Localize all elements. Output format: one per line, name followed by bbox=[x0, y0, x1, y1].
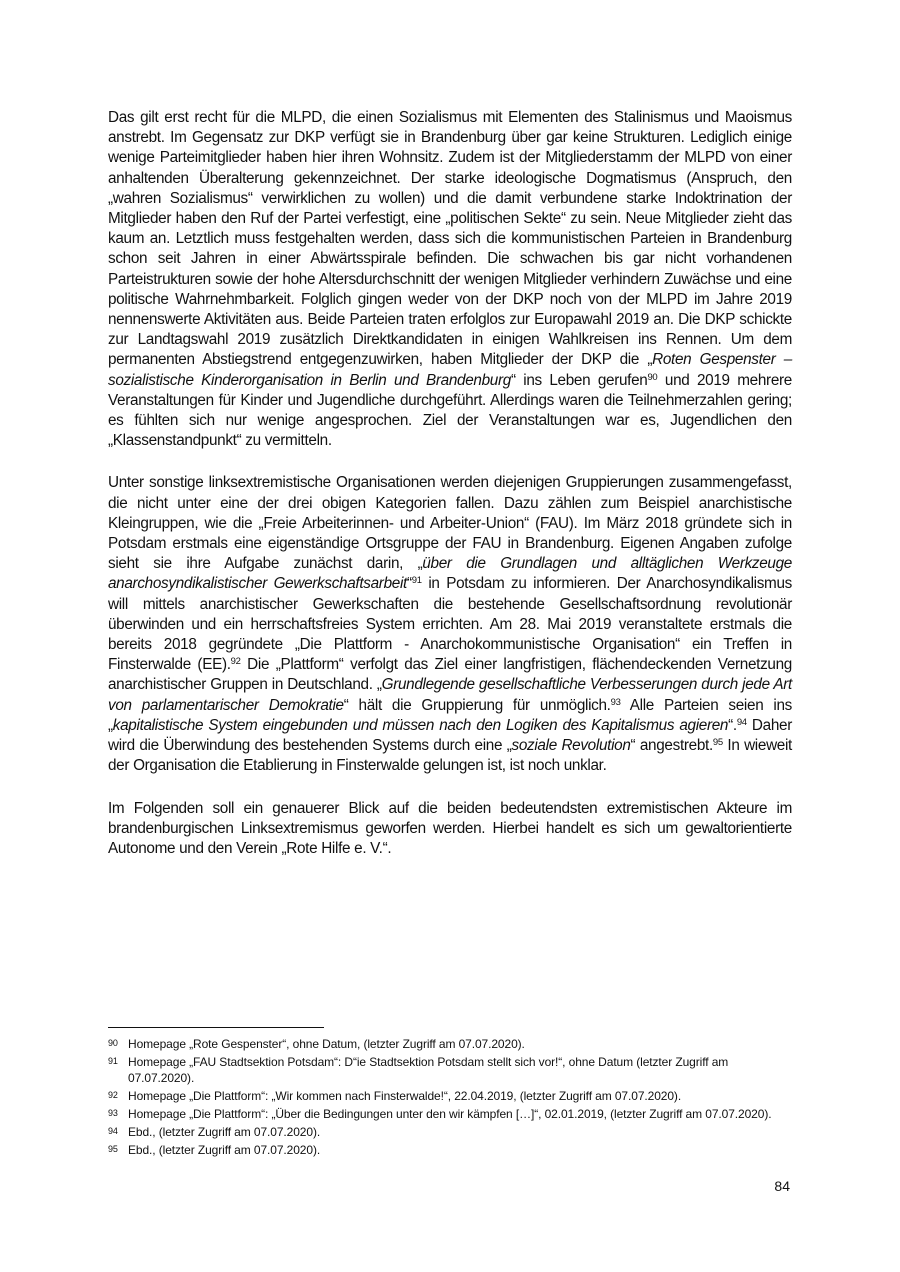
footnotes bbox=[108, 1036, 792, 1160]
footnote bbox=[108, 1054, 792, 1086]
text-run: Unter sonstige linksextremistische Organisationen werden diejenigen Gruppierungen zusammengefasst, die nicht unter eine der drei obigen Kategorien fallen. Dazu zählen zum Beispiel anarchistische Kleingruppen, wie die „Freie Arbeiterinnen- und Arbeiter-Union“ (FAU). Im März 2018 gründete sich in Potsdam erstmals eine eigenständige Ortsgruppe der FAU in Brandenburg. Eigenen Angaben zufolge sieht sie ihre Aufgabe zunächst darin, „ bbox=[108, 474, 792, 573]
footnote bbox=[108, 1124, 792, 1140]
body-text bbox=[108, 108, 792, 881]
text-run: Daher wird die Überwindung des bestehenden Systems durch eine „ bbox=[108, 716, 792, 755]
footnote-text: Homepage „Die Plattform“: „Wir kommen nach Finsterwalde!“, 22.04.2019, (letzter Zugriff am 07.07.2020). bbox=[128, 1089, 682, 1103]
footnote bbox=[108, 1088, 792, 1104]
footnote-text: Ebd., (letzter Zugriff am 07.07.2020). bbox=[128, 1125, 321, 1139]
footnote-text: Homepage „FAU Stadtsektion Potsdam“: D“ie Stadtsektion Potsdam stellt sich vor!“, ohne Datum (letzter Zugriff am 07.07.2020). bbox=[128, 1055, 729, 1085]
footnote-ref: 95 bbox=[712, 737, 723, 749]
text-run: Die „Plattform“ verfolgt das Ziel einer langfristigen, flächendeckenden Vernetzung anarchistischer Gruppen in Deutschland. „ bbox=[108, 656, 792, 694]
text-run: “ bbox=[406, 575, 412, 593]
footnote-number: 90 bbox=[108, 1038, 118, 1048]
page-number: 84 bbox=[774, 1178, 790, 1194]
footnote-number: 91 bbox=[108, 1056, 118, 1066]
text-run: Das gilt erst recht für die MLPD, die einen Sozialismus mit Elementen des Stalinismus und Maoismus anstrebt. Im Gegensatz zur DKP verfügt sie in Brandenburg über gar keine Strukturen. Lediglich einige wenige Parteimitglieder haben hier ihren Wohnsitz. Zudem ist der Mitgliederstamm der MLPD von einer anhaltenden Überalterung gekennzeichnet. Der starke ideologische Dogmatismus (Anspruch, den „wahren Sozialismus“ verwirklichen zu wollen) und die damit verbundene starke Indoktrination der Mitglieder haben den Ruf der Partei verfestigt, eine „politischen Sekte“ zu sein. Neue Mitglieder zieht das kaum an. Letztlich muss festgehalten werden, dass sich die kommunistischen Parteien in Brandenburg schon seit Jahren in einer Abwärtsspirale befinden. Die schwachen bis gar nicht vorhandenen Parteistrukturen sowie der hohe Altersdurchschnitt der wenigen Mitglieder verhindern Zuwächse und eine politische Wahrnehmbarkeit. Folglich gingen weder von der DKP noch von der MLPD im Jahre 2019 nennenswerte Aktivitäten aus. Beide Parteien traten erfolglos zur Europawahl 2019 an. Die DKP schickte zur Landtagswahl 2019 zusätzlich Direktkandidaten in einigen Wahlkreisen ins Rennen. Um dem permanenten Abstiegstrend entgegenzuwirken, haben Mitglieder der DKP die „ bbox=[108, 109, 792, 369]
footnote-text: Homepage „Rote Gespenster“, ohne Datum, (letzter Zugriff am 07.07.2020). bbox=[128, 1037, 525, 1051]
footnote-ref: 91 bbox=[411, 575, 422, 587]
italic-quote: Roten Gespenster – sozialistische Kinderorganisation in Berlin und Brandenburg bbox=[108, 351, 792, 389]
text-run: Alle Parteien seien ins „ bbox=[108, 696, 792, 734]
paragraph bbox=[108, 108, 792, 451]
text-run: “ ins Leben gerufen bbox=[510, 371, 648, 389]
italic-quote: über die Grundlagen und alltäglichen Werkzeuge anarchosyndikalistischer Gewerkschaftsarbeit bbox=[108, 555, 792, 593]
paragraph bbox=[108, 799, 792, 860]
footnote-number: 95 bbox=[108, 1144, 118, 1154]
italic-quote: Grundlegende gesellschaftliche Verbesserungen durch jede Art von parlamentarischer Demokratie bbox=[108, 676, 792, 714]
footnote bbox=[108, 1142, 792, 1158]
footnote-ref: 94 bbox=[736, 716, 747, 728]
text-run: und 2019 mehrere Veranstaltungen für Kinder und Jugendliche durchgeführt. Allerdings waren die Teilnehmerzahlen gering; es fühlten sich nur wenige angesprochen. Ziel der Veranstaltungen war es, Jugendlichen den „Klassenstandpunkt“ zu vermitteln. bbox=[108, 371, 792, 450]
paragraph bbox=[108, 473, 792, 776]
text-run: Im Folgenden soll ein genauerer Blick auf die beiden bedeutendsten extremistischen Akteure im brandenburgischen Linksextremismus geworfen werden. Hierbei handelt es sich um gewaltorientierte Autonome und den Verein „Rote Hilfe e. V.“. bbox=[108, 799, 792, 857]
italic-quote: soziale Revolution bbox=[511, 737, 631, 755]
text-run: In wieweit der Organisation die Etablierung in Finsterwalde gelungen ist, ist noch unklar. bbox=[108, 737, 792, 775]
footnote bbox=[108, 1106, 792, 1122]
italic-quote: kapitalistische System eingebunden und müssen nach den Logiken des Kapitalismus agieren bbox=[112, 716, 729, 734]
footnote-text: Ebd., (letzter Zugriff am 07.07.2020). bbox=[128, 1143, 321, 1157]
text-run: “ angestrebt. bbox=[630, 737, 713, 755]
footnote-ref: 93 bbox=[610, 696, 621, 708]
text-run: “. bbox=[728, 716, 737, 734]
footnote-number: 93 bbox=[108, 1108, 118, 1118]
footnote-text: Homepage „Die Plattform“: „Über die Bedingungen unter den wir kämpfen […]“, 02.01.2019, (letzter Zugriff am 07.07.2020). bbox=[128, 1107, 772, 1121]
footnote bbox=[108, 1036, 792, 1052]
footnote-number: 94 bbox=[108, 1126, 118, 1136]
footnote-separator bbox=[108, 1027, 324, 1028]
footnote-ref: 90 bbox=[647, 371, 658, 383]
text-run: in Potsdam zu informieren. Der Anarchosyndikalismus will mittels anarchistischer Gewerkschaften die bestehende Gesellschaftsordnung revolutionär überwinden und ein herrschaftsfreies System errichten. Am 28. Mai 2019 veranstaltete erstmals die bereits 2018 gegründete „Die Plattform - Anarchokommunistische Organisation“ ein Treffen in Finsterwalde (EE). bbox=[108, 575, 793, 674]
footnote-number: 92 bbox=[108, 1090, 118, 1100]
text-run: “ hält die Gruppierung für unmöglich. bbox=[343, 696, 611, 714]
footnote-ref: 92 bbox=[230, 656, 241, 668]
